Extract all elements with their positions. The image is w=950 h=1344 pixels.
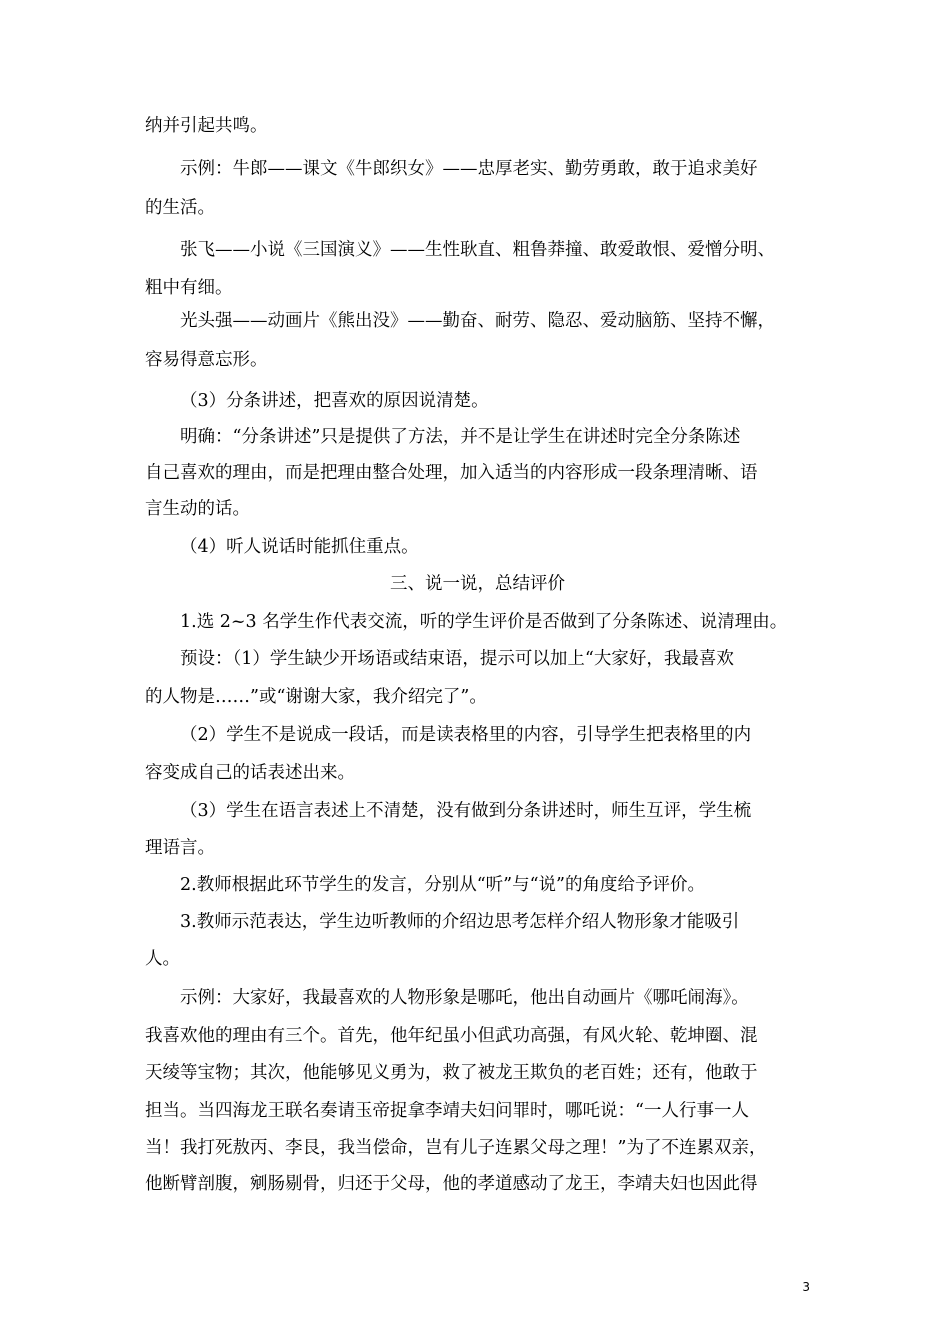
text-line: 2.教师根据此环节学生的发言，分别从“听”与“说”的角度给予评价。 [180,875,705,895]
text-line: 容易得意忘形。 [145,350,268,370]
text-line: 担当。当四海龙王联名奏请玉帝捉拿李靖夫妇问罪时，哪吒说：“一人行事一人 [145,1101,749,1121]
text-line: 的生活。 [145,198,215,218]
text-line: 张飞——小说《三国演义》——生性耿直、粗鲁莽撞、敢爱敢恨、爱憎分明、 [180,240,775,260]
text-line: 的人物是……”或“谢谢大家，我介绍完了”。 [145,687,487,707]
text-line: 人。 [145,949,180,969]
text-line: 示例：牛郎——课文《牛郎织女》——忠厚老实、勤劳勇敢，敢于追求美好 [180,159,758,179]
text-line: 预设：（1）学生缺少开场语或结束语，提示可以加上“大家好，我最喜欢 [180,649,734,669]
text-line: （2）学生不是说成一段话，而是读表格里的内容，引导学生把表格里的内 [180,725,752,745]
text-line: 3.教师示范表达，学生边听教师的介绍边思考怎样介绍人物形象才能吸引 [180,912,740,932]
text-line: 示例：大家好，我最喜欢的人物形象是哪吒，他出自动画片《哪吒闹海》。 [180,988,749,1008]
text-line: 天绫等宝物；其次，他能够见义勇为，救了被龙王欺负的老百姓；还有，他敢于 [145,1063,758,1083]
text-line: 言生动的话。 [145,499,250,519]
text-line: （4）听人说话时能抓住重点。 [180,537,419,557]
text-line: 理语言。 [145,838,215,858]
section-heading: 三、说一说，总结评价 [390,574,565,594]
text-line: 我喜欢他的理由有三个。首先，他年纪虽小但武功高强，有风火轮、乾坤圈、混 [145,1026,758,1046]
text-line: 纳并引起共鸣。 [145,116,268,136]
text-line: 容变成自己的话表述出来。 [145,763,355,783]
text-line: （3）学生在语言表述上不清楚，没有做到分条讲述时，师生互评，学生梳 [180,801,752,821]
text-line: 自己喜欢的理由，而是把理由整合处理，加入适当的内容形成一段条理清晰、语 [145,463,758,483]
text-line: 粗中有细。 [145,278,233,298]
text-line: 当！我打死敖丙、李艮，我当偿命，岂有儿子连累父母之理！”为了不连累双亲， [145,1138,767,1158]
text-line: （3）分条讲述，把喜欢的原因说清楚。 [180,391,489,411]
text-line: 他断臂剖腹，剜肠剔骨，归还于父母，他的孝道感动了龙王，李靖夫妇也因此得 [145,1174,758,1194]
text-line: 光头强——动画片《熊出没》——勤奋、耐劳、隐忍、爱动脑筋、坚持不懈， [180,311,775,331]
page-number: 3 [802,1280,810,1294]
text-line: 明确：“分条讲述”只是提供了方法，并不是让学生在讲述时完全分条陈述 [180,427,741,447]
text-line: 1.选 2~3 名学生作代表交流，听的学生评价是否做到了分条陈述、说清理由。 [180,612,788,632]
